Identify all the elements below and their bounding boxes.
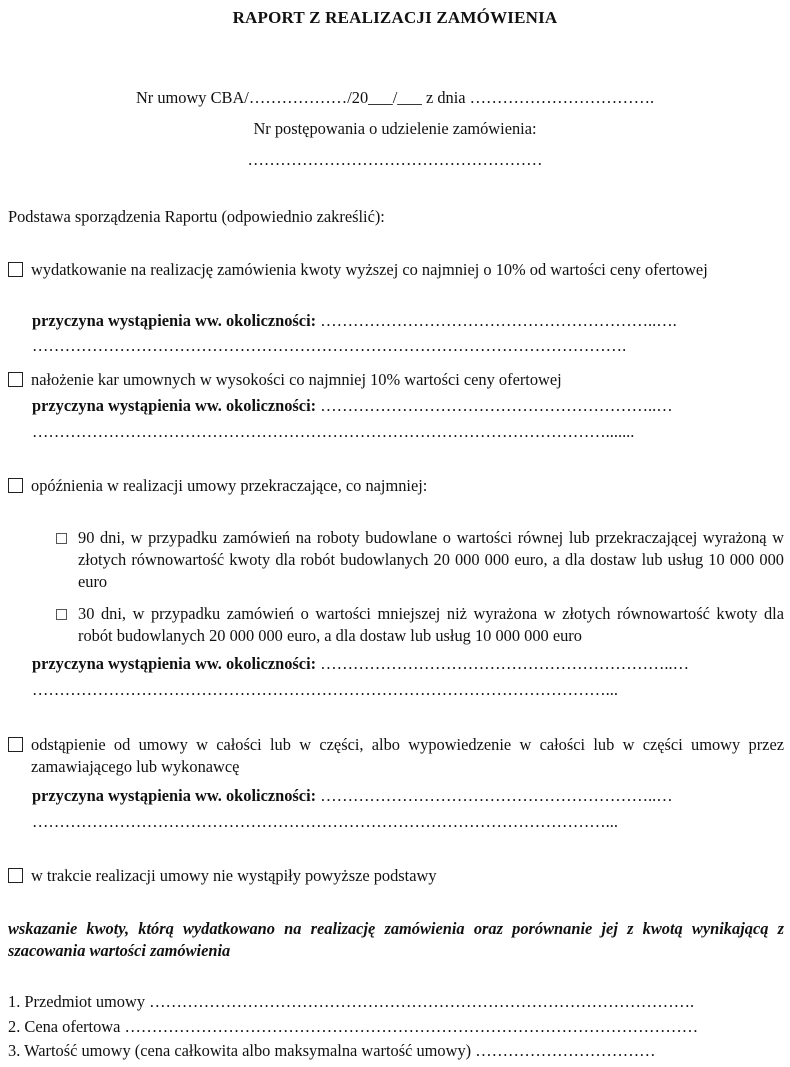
- option-2-reason[interactable]: [32, 396, 673, 416]
- reason-dots[interactable]: ………………………………………………………..…: [320, 654, 689, 673]
- option-penalties: [8, 369, 784, 391]
- option-delays: [8, 475, 784, 497]
- option-4-reason[interactable]: [32, 786, 673, 806]
- reason-label: przyczyna wystąpienia ww. okoliczności:: [32, 654, 317, 673]
- sub-option-90-days: [56, 527, 784, 593]
- basis-label: Podstawa sporządzenia Raportu (odpowiednio zakreślić):: [8, 207, 385, 226]
- reason-label: przyczyna wystąpienia ww. okoliczności:: [32, 396, 317, 415]
- option-5-checkbox[interactable]: [8, 868, 23, 883]
- reason-dots[interactable]: ……………………………………………………..….: [320, 311, 677, 330]
- option-none: [8, 865, 784, 887]
- option-4-checkbox[interactable]: [8, 737, 23, 752]
- item-contract-value[interactable]: 3. Wartość umowy (cena całkowita albo maksymalna wartość umowy) ……………………………: [8, 1041, 656, 1060]
- option-2-checkbox[interactable]: [8, 372, 23, 387]
- reason-dots[interactable]: ……………………………………………………..…: [320, 396, 673, 415]
- item-subject[interactable]: 1. Przedmiot umowy ……………………………………………………………………………………….: [8, 992, 695, 1011]
- option-termination: [8, 734, 784, 778]
- option-3-text: opóźnienia w realizacji umowy przekraczające, co najmniej:: [31, 476, 428, 495]
- item-offer-price[interactable]: 2. Cena ofertowa ……………………………………………………………………………………………: [8, 1017, 699, 1036]
- option-4-dots[interactable]: ……………………………………………………………………………………………...: [32, 812, 618, 831]
- option-2-text: nałożenie kar umownych w wysokości co najmniej 10% wartości ceny ofertowej: [31, 370, 562, 389]
- reason-label: przyczyna wystąpienia ww. okoliczności:: [32, 786, 317, 805]
- sub-option-2-checkbox[interactable]: [56, 609, 67, 620]
- document-title: RAPORT Z REALIZACJI ZAMÓWIENIA: [232, 8, 558, 27]
- option-2-dots[interactable]: …………………………………………………………………………………………….......: [32, 422, 635, 441]
- option-5-text: w trakcie realizacji umowy nie wystąpiły powyższe podstawy: [31, 866, 437, 885]
- procedure-number-label: Nr postępowania o udzielenie zamówienia:: [253, 119, 537, 138]
- option-cost-overrun: [8, 259, 784, 281]
- option-1-dots[interactable]: ……………………………………………………………………………………………….: [32, 336, 627, 355]
- reason-dots[interactable]: ……………………………………………………..…: [320, 786, 673, 805]
- option-1-checkbox[interactable]: [8, 262, 23, 277]
- sub-option-1-checkbox[interactable]: [56, 533, 67, 544]
- option-3-checkbox[interactable]: [8, 478, 23, 493]
- sub-option-2-text: 30 dni, w przypadku zamówień o wartości mniejszej niż wyrażona w złotych równowartość kwoty dla robót budowlanych 20 000 000 euro, a dla dostaw lub usług 10 000 000 euro: [78, 604, 784, 645]
- contract-number-line[interactable]: Nr umowy CBA/………………/20___/___ z dnia …………………………….: [135, 88, 655, 107]
- reason-label: przyczyna wystąpienia ww. okoliczności:: [32, 311, 317, 330]
- sub-option-30-days: [56, 603, 784, 647]
- option-3-dots[interactable]: ……………………………………………………………………………………………...: [32, 680, 618, 699]
- sub-option-1-text: 90 dni, w przypadku zamówień na roboty budowlane o wartości równej lub przekraczającej wyrażoną w złotych równowartość kwoty dla robót budowlanych 20 000 000 euro, a dla dostaw lub usług 10 000 000 euro: [78, 528, 784, 591]
- option-1-text: wydatkowanie na realizację zamówienia kwoty wyższej co najmniej o 10% od wartości ceny ofertowej: [31, 260, 708, 279]
- amount-heading: wskazanie kwoty, którą wydatkowano na realizację zamówienia oraz porównanie jej z kwotą wynikającą z szacowania wartości zamówienia: [8, 919, 784, 960]
- option-1-reason[interactable]: [32, 311, 677, 331]
- procedure-number-field[interactable]: ………………………………………………: [247, 150, 543, 169]
- option-4-text: odstąpienie od umowy w całości lub w części, albo wypowiedzenie w całości lub w części umowy przez zamawiającego lub wykonawcę: [31, 735, 784, 776]
- option-3-reason[interactable]: [32, 654, 689, 674]
